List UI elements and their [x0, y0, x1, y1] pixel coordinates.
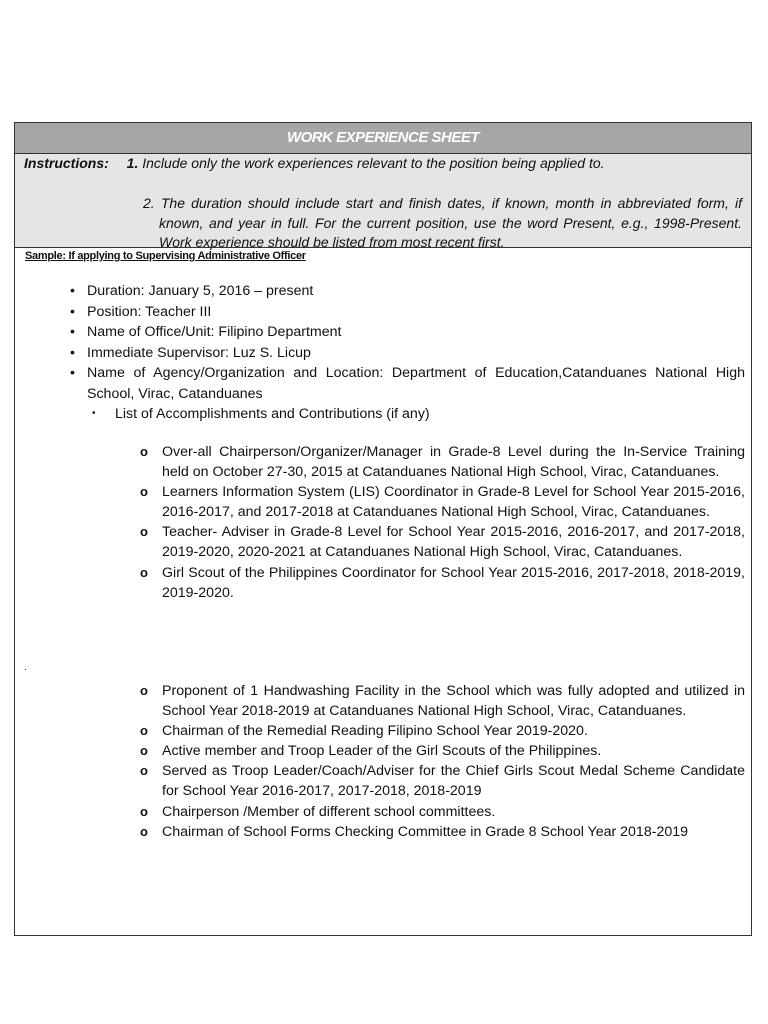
accomplishment-text: Chairman of School Forms Checking Committee in Grade 8 School Year 2018-2019 [162, 823, 689, 840]
instruction-2-number: 2. [143, 195, 155, 211]
circle-bullet-icon: o [140, 723, 148, 739]
bullet-icon: • [70, 344, 75, 361]
bullet-icon: • [70, 324, 75, 340]
accomplishments-group-1 [140, 442, 745, 603]
detail-text: Immediate Supervisor: Luz S. Licup [87, 344, 311, 361]
accomplishment-text: Chairman of the Remedial Reading Filipino School Year 2019-2020. [162, 723, 588, 740]
accomplishments-heading [65, 404, 745, 425]
accomplishment-text: Learners Information System (LIS) Coordinator in Grade-8 Level for School Year 2015-2016, 2016-2017, and 2017-2018 at Catanduanes National High School, Virac, Catanduanes. [162, 484, 745, 521]
accomplishment-item [140, 522, 745, 562]
accomplishment-text: Over-all Chairperson/Organizer/Manager in Grade-8 Level during the In-Service Training held on October 27-30, 2015 at Catanduanes National High School, Virac, Catanduanes. [162, 444, 745, 481]
accomplishments-group-2 [140, 681, 745, 842]
instructions-block [15, 154, 751, 248]
accomplishments-label: List of Accomplishments and Contributions (if any) [115, 406, 430, 422]
accomplishment-item [140, 681, 745, 721]
circle-bullet-icon: o [140, 743, 148, 759]
detail-text: Position: Teacher III [87, 303, 212, 320]
instruction-2 [143, 194, 742, 253]
instruction-1 [24, 155, 605, 171]
accomplishment-text: Chairperson /Member of different school committees. [162, 803, 496, 820]
instructions-label: Instructions: [24, 155, 109, 171]
detail-position [65, 302, 745, 323]
detail-duration [65, 281, 745, 302]
accomplishment-item [140, 482, 745, 522]
instruction-1-text: Include only the work experiences relevant to the position being applied to. [142, 155, 605, 171]
work-experience-sheet [14, 122, 752, 936]
circle-bullet-icon: o [140, 524, 148, 540]
accomplishment-text: Active member and Troop Leader of the Girl Scouts of the Philippines. [162, 743, 602, 760]
detail-office [65, 322, 745, 343]
bullet-icon: • [70, 365, 75, 381]
accomplishment-item [140, 741, 745, 761]
accomplishment-text: Girl Scout of the Philippines Coordinator for School Year 2015-2016, 2017-2018, 2018-2019, 2019-2020. [162, 564, 745, 601]
bullet-icon: • [70, 283, 75, 299]
accomplishment-item [140, 802, 745, 822]
accomplishment-text: Proponent of 1 Handwashing Facility in the School which was fully adopted and utilized in School Year 2018-2019 at Catanduanes National High School, Virac, Catanduanes. [162, 683, 745, 720]
detail-text: Duration: January 5, 2016 – present [87, 283, 314, 299]
accomplishment-item [140, 822, 745, 842]
accomplishment-item [140, 761, 745, 801]
sample-heading: Sample: If applying to Supervising Administrative Officer [25, 250, 306, 262]
instruction-1-number: 1. [126, 155, 139, 171]
detail-agency [65, 363, 745, 404]
details-list [65, 281, 745, 425]
circle-bullet-icon: o [140, 823, 148, 839]
detail-supervisor [65, 343, 745, 364]
stray-mark: . [24, 662, 27, 673]
accomplishment-text: Teacher- Adviser in Grade-8 Level for School Year 2015-2016, 2016-2017, and 2017-2018, 2019-2020, 2020-2021 at Catanduanes National High School, Virac, Catanduanes. [162, 524, 745, 561]
circle-bullet-icon: o [140, 683, 148, 698]
instruction-2-text: The duration should include start and finish dates, if known, month in abbreviated form, if known, and year in full. For the current position, use the word Present, e.g., 1998-Present. Work experience should be listed from most recent first. [159, 195, 743, 250]
accomplishment-text: Served as Troop Leader/Coach/Adviser for the Chief Girls Scout Medal Scheme Candidate for School Year 2016-2017, 2017-2018, 2018-2019 [162, 763, 745, 800]
bullet-icon: • [92, 408, 96, 419]
accomplishment-item [140, 563, 745, 603]
accomplishment-item [140, 442, 745, 482]
circle-bullet-icon: o [140, 803, 148, 819]
circle-bullet-icon: o [140, 763, 148, 779]
circle-bullet-icon: o [140, 444, 148, 459]
bullet-icon: • [70, 303, 75, 320]
accomplishment-item [140, 721, 745, 741]
detail-text: Name of Office/Unit: Filipino Department [87, 324, 342, 340]
sheet-title: WORK EXPERIENCE SHEET [15, 123, 751, 154]
detail-text: Name of Agency/Organization and Location: Department of Education,Catanduanes National High School, Virac, Catanduanes [87, 365, 745, 402]
circle-bullet-icon: o [140, 564, 148, 580]
circle-bullet-icon: o [140, 484, 148, 500]
